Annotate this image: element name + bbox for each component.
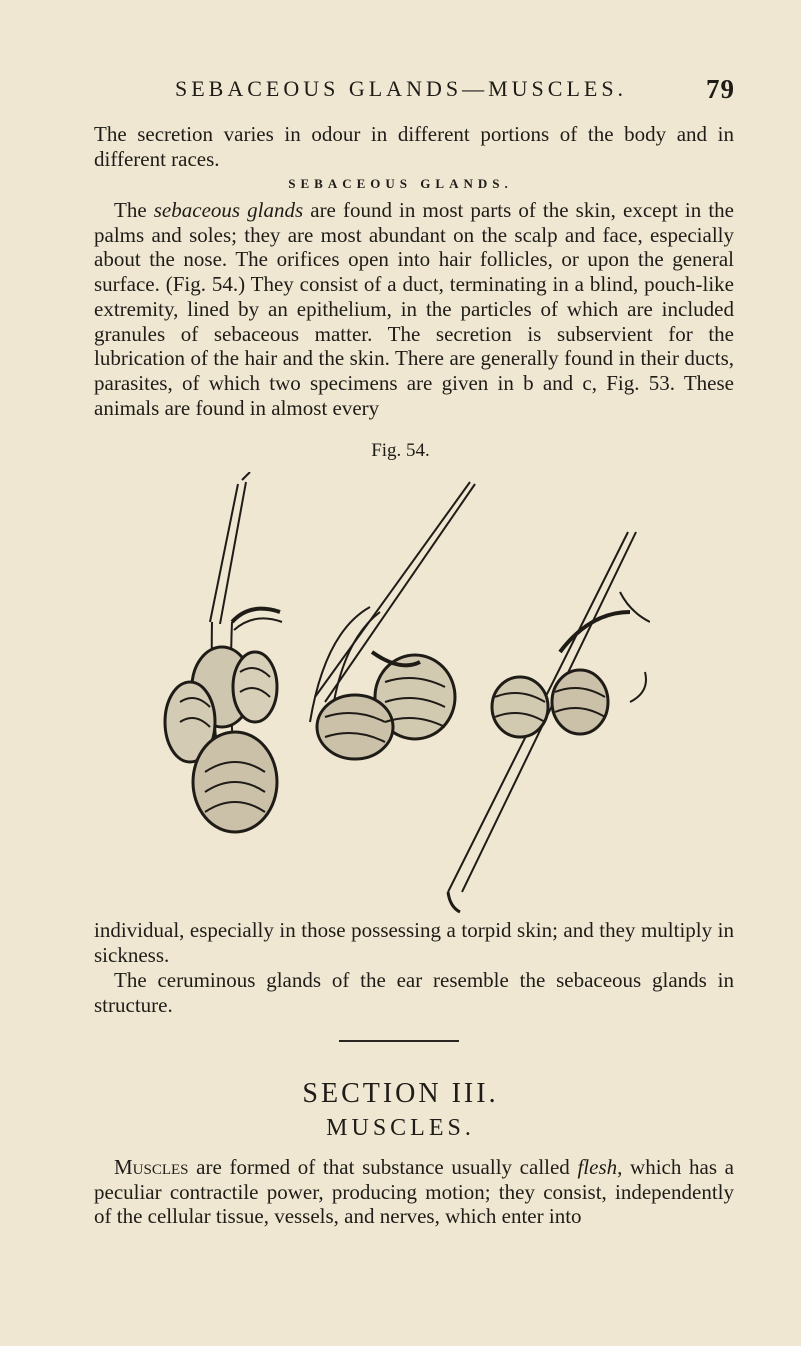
figure-hair-follicles [150, 472, 650, 914]
paragraph-text: The ceruminous glands of the ear resemble the sebaceous glands in structure. [94, 968, 734, 1017]
section-subtitle: MUSCLES. [326, 1115, 475, 1141]
paragraph-ceruminous [94, 968, 734, 1017]
paragraph-text: individual, especially in those possessing a torpid skin; and they multiply in sickness. [94, 918, 734, 967]
middle-follicle-illustration [310, 482, 475, 759]
paragraph-intro: The [114, 198, 154, 222]
paragraph-secretion [94, 122, 734, 171]
paragraph-sebaceous [94, 198, 734, 420]
section-divider [339, 1040, 459, 1042]
paragraph-part2: which has a peculiar contractile power, producing motion; they consist, independently of the cellular tissue, vessels, and nerves, which enter into [94, 1155, 734, 1229]
section-title: SECTION III. [302, 1078, 499, 1109]
paragraph-individual [94, 918, 734, 967]
paragraph-text: The secretion varies in odour in different portions of the body and in different races. [94, 122, 734, 171]
muscles-lead: Muscles [114, 1155, 189, 1179]
running-head: SEBACEOUS GLANDS—MUSCLES. [175, 76, 628, 101]
paragraph-part1: are formed of that substance usually called [188, 1155, 578, 1179]
paragraph-rest: are found in most parts of the skin, except in the palms and soles; they are most abundant on the scalp and face, especially about the nose. The orifices open into hair follicles, or upon the general surface. (Fig. 54.) They consist of a duct, terminating in a blind, pouch-like extremity, lined by an epithelium, in the particles of which are included granules of sebaceous matter. The secretion is subservient for the lubrication of the hair and the skin. There are generally found in their ducts, parasites, of which two specimens are given in b and c, Fig. 53. These animals are found in almost every [94, 198, 734, 420]
right-follicle-illustration [448, 532, 650, 912]
sebaceous-heading: SEBACEOUS GLANDS. [288, 176, 513, 191]
sebaceous-glands-term: sebaceous glands [153, 198, 304, 222]
paragraph-muscles [94, 1155, 734, 1229]
left-follicle-illustration [165, 472, 282, 832]
flesh-term: flesh, [577, 1155, 623, 1179]
page-number: 79 [706, 74, 735, 104]
page-header [175, 74, 735, 114]
figure-label: Fig. 54. [371, 440, 430, 461]
